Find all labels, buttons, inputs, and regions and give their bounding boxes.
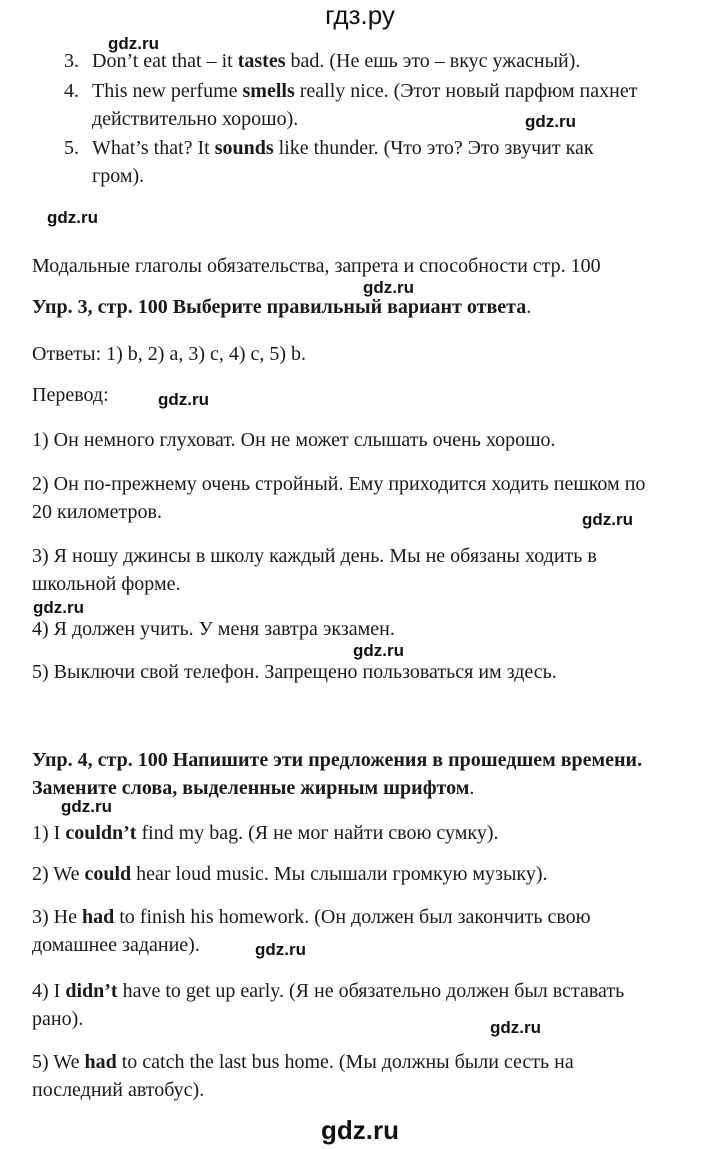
watermark: gdz.ru	[255, 940, 306, 959]
list-number: 5.	[64, 137, 79, 159]
translation-item: 2) Он по-прежнему очень стройный. Ему приходится ходить пешком по	[32, 473, 646, 495]
watermark: gdz.ru	[33, 598, 84, 617]
exercise-3-answers: Ответы: 1) b, 2) a, 3) c, 4) c, 5) b.	[32, 343, 307, 365]
list-item: This new perfume smells really nice. (Этот новый парфюм пахнет	[92, 80, 638, 102]
exercise-3-heading: Упр. 3, стр. 100 Выберите правильный вариант ответа.	[32, 296, 532, 318]
exercise-4-heading-continuation: Замените слова, выделенные жирным шрифтом.	[32, 777, 475, 799]
watermark: gdz.ru	[490, 1018, 541, 1037]
watermark: gdz.ru	[108, 34, 159, 53]
translation-item: 1) Он немного глуховат. Он не может слышать очень хорошо.	[32, 429, 556, 451]
translation-item: 4) Я должен учить. У меня завтра экзамен.	[32, 618, 395, 640]
translation-item: 5) Выключи свой телефон. Запрещено пользоваться им здесь.	[32, 661, 557, 683]
watermark: gdz.ru	[363, 278, 414, 297]
answer-item-continuation: домашнее задание).	[32, 934, 200, 956]
section-title: Модальные глаголы обязательства, запрета и способности стр. 100	[32, 255, 601, 277]
answer-item-continuation: последний автобус).	[32, 1079, 205, 1101]
translation-label: Перевод:	[32, 384, 109, 406]
answer-item: 5) We had to catch the last bus home. (Мы должны были сесть на	[32, 1051, 574, 1073]
watermark: gdz.ru	[582, 510, 633, 529]
watermark: gdz.ru	[47, 208, 98, 227]
list-number: 4.	[64, 80, 79, 102]
answer-item: 1) I couldn’t find my bag. (Я не мог найти свою сумку).	[32, 822, 499, 844]
list-item: What’s that? It sounds like thunder. (Что это? Это звучит как	[92, 137, 594, 159]
watermark: gdz.ru	[158, 390, 209, 409]
watermark: gdz.ru	[353, 641, 404, 660]
answer-item: 2) We could hear loud music. Мы слышали громкую музыку).	[32, 863, 548, 885]
translation-item-continuation: 20 километров.	[32, 501, 162, 523]
translation-item: 3) Я ношу джинсы в школу каждый день. Мы не обязаны ходить в	[32, 545, 597, 567]
site-header: гдз.ру	[325, 0, 395, 30]
site-footer: gdz.ru	[321, 1115, 399, 1145]
exercise-4-heading: Упр. 4, стр. 100 Напишите эти предложения в прошедшем времени.	[32, 749, 643, 771]
answer-item: 4) I didn’t have to get up early. (Я не обязательно должен был вставать	[32, 980, 625, 1002]
list-number: 3.	[64, 50, 79, 72]
list-item: Don’t eat that – it tastes bad. (Не ешь это – вкус ужасный).	[92, 50, 581, 72]
answer-item-continuation: рано).	[32, 1008, 84, 1030]
list-item-continuation: действительно хорошо).	[92, 108, 299, 130]
watermark: gdz.ru	[525, 112, 576, 131]
translation-item-continuation: школьной форме.	[32, 573, 181, 595]
list-item-continuation: гром).	[92, 165, 145, 187]
answer-item: 3) He had to finish his homework. (Он должен был закончить свою	[32, 906, 591, 928]
watermark: gdz.ru	[61, 797, 112, 816]
